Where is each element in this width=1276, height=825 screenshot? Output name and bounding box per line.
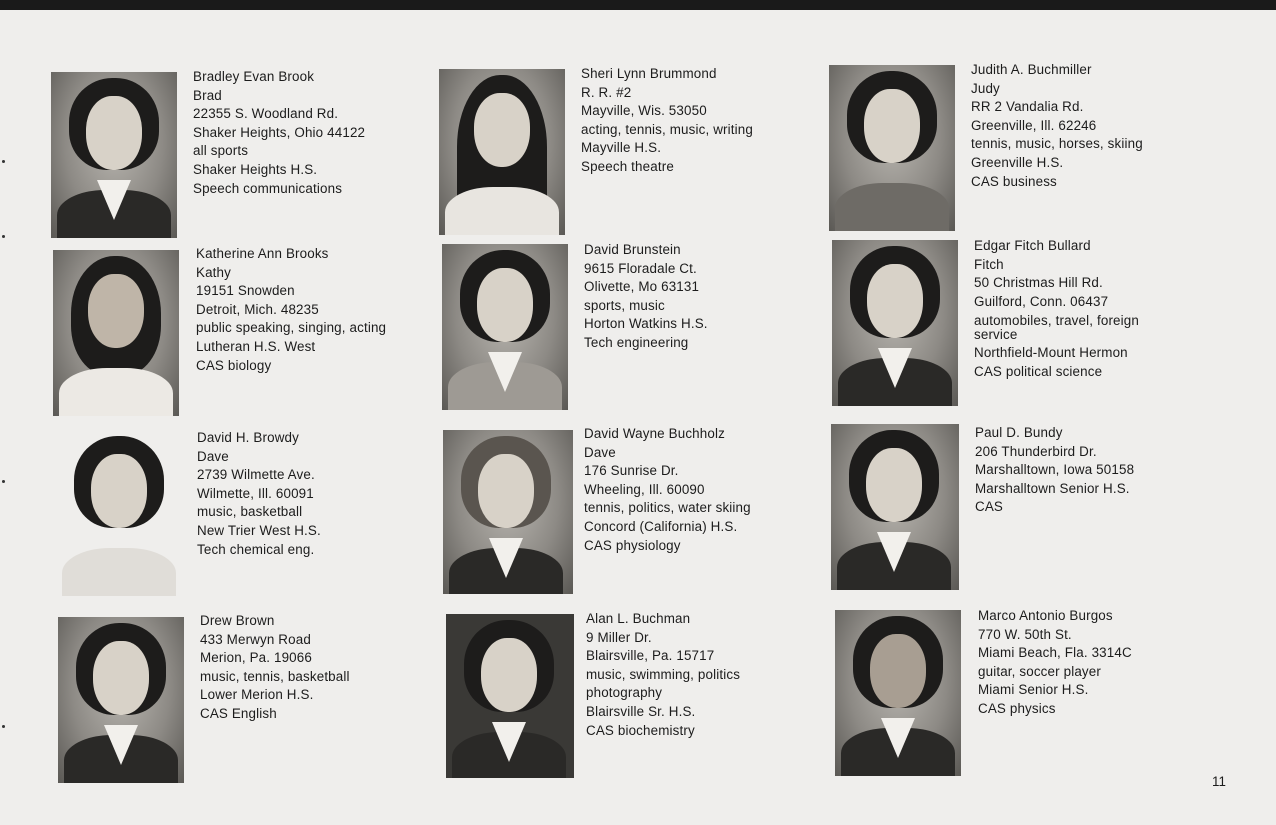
student-interests: public speaking, singing, acting xyxy=(196,320,387,336)
student-line-6: Blairsville Sr. H.S. xyxy=(586,703,696,719)
student-line-5: Mayville H.S. xyxy=(581,140,662,156)
student-line-7: CAS biochemistry xyxy=(586,722,695,738)
student-line-2: 9615 Floradale Ct. xyxy=(584,260,697,276)
student-line-5: Lower Merion H.S. xyxy=(200,687,314,703)
student-entry xyxy=(971,61,1201,191)
student-nickname: Judy xyxy=(971,80,1000,96)
student-interests: tennis, music, horses, skiing xyxy=(971,136,1143,152)
student-city: Greenville, Ill. 62246 xyxy=(971,117,1097,133)
student-school: Northfield-Mount Hermon xyxy=(974,345,1128,361)
student-interests: all sports xyxy=(193,143,249,159)
student-photo xyxy=(53,250,179,416)
student-city: Wilmette, Ill. 60091 xyxy=(197,485,314,501)
student-line-3: Miami Beach, Fla. 3314C xyxy=(978,645,1132,661)
student-name: Marco Antonio Burgos xyxy=(978,608,1113,623)
student-entry xyxy=(200,612,430,724)
student-entry xyxy=(586,610,816,740)
student-entry xyxy=(975,424,1205,517)
student-photo xyxy=(832,240,958,406)
student-photo xyxy=(439,69,565,235)
student-program: CAS business xyxy=(971,173,1057,189)
student-program: Speech communications xyxy=(193,180,343,196)
student-school: Greenville H.S. xyxy=(971,154,1064,170)
page-number: 11 xyxy=(1212,774,1226,789)
student-line-6: CAS physics xyxy=(978,700,1056,716)
student-entry xyxy=(974,237,1204,382)
student-address: 50 Christmas Hill Rd. xyxy=(974,275,1103,291)
student-address: RR 2 Vandalia Rd. xyxy=(971,99,1084,115)
student-name: Alan L. Buchman xyxy=(586,611,691,626)
student-nickname: Brad xyxy=(193,87,222,103)
student-interests: automobiles, travel, foreign service xyxy=(974,313,1139,343)
student-name: David Wayne Buchholz xyxy=(584,426,725,441)
student-line-4: Marshalltown Senior H.S. xyxy=(975,480,1130,496)
student-interests: music, basketball xyxy=(197,504,303,520)
student-address: 176 Sunrise Dr. xyxy=(584,463,679,479)
student-photo xyxy=(56,430,182,596)
student-school: Concord (California) H.S. xyxy=(584,518,738,534)
student-school: Lutheran H.S. West xyxy=(196,338,316,354)
student-address: 2739 Wilmette Ave. xyxy=(197,467,315,483)
student-line-4: sports, music xyxy=(584,297,665,313)
student-line-6: CAS English xyxy=(200,705,277,721)
student-line-5: Horton Watkins H.S. xyxy=(584,316,708,332)
student-entry xyxy=(584,425,814,555)
student-photo xyxy=(835,610,961,776)
student-line-3: Olivette, Mo 63131 xyxy=(584,279,700,295)
student-address: 22355 S. Woodland Rd. xyxy=(193,106,339,122)
student-school: Shaker Heights H.S. xyxy=(193,161,318,177)
student-entry xyxy=(978,607,1208,719)
student-interests: tennis, politics, water skiing xyxy=(584,500,751,516)
student-address: 19151 Snowden xyxy=(196,283,295,299)
student-program: CAS physiology xyxy=(584,537,681,553)
student-name: Bradley Evan Brook xyxy=(193,69,315,84)
student-name: Judith A. Buchmiller xyxy=(971,62,1092,77)
student-name: Drew Brown xyxy=(200,613,275,628)
student-photo xyxy=(446,614,574,778)
student-city: Wheeling, Ill. 60090 xyxy=(584,481,705,497)
student-name: Paul D. Bundy xyxy=(975,425,1063,440)
student-entry xyxy=(581,65,811,177)
student-line-3: Mayville, Wis. 53050 xyxy=(581,103,707,119)
student-line-5: photography xyxy=(586,685,663,701)
student-line-2: 433 Merwyn Road xyxy=(200,631,311,647)
student-line-2: 206 Thunderbird Dr. xyxy=(975,443,1097,459)
student-photo xyxy=(58,617,184,783)
student-line-5: Miami Senior H.S. xyxy=(978,682,1089,698)
student-entry xyxy=(196,245,426,375)
student-photo xyxy=(443,430,573,594)
student-entry xyxy=(193,68,423,198)
student-nickname: Dave xyxy=(584,444,616,460)
student-nickname: Dave xyxy=(197,448,229,464)
student-name: Sheri Lynn Brummond xyxy=(581,66,717,81)
student-entry xyxy=(197,429,427,559)
student-photo xyxy=(442,244,568,410)
student-photo xyxy=(831,424,959,590)
student-line-2: R. R. #2 xyxy=(581,84,632,100)
student-program: Tech chemical eng. xyxy=(197,541,315,557)
student-line-4: music, swimming, politics xyxy=(586,666,741,682)
student-photo xyxy=(829,65,955,231)
student-program: CAS biology xyxy=(196,357,272,373)
yearbook-page xyxy=(0,10,1276,825)
student-line-4: guitar, soccer player xyxy=(978,663,1101,679)
student-name: David Brunstein xyxy=(584,242,681,257)
student-name: David H. Browdy xyxy=(197,430,299,445)
student-name: Edgar Fitch Bullard xyxy=(974,238,1091,253)
student-school: New Trier West H.S. xyxy=(197,522,321,538)
student-nickname: Kathy xyxy=(196,264,231,280)
student-photo xyxy=(51,72,177,238)
student-line-6: Tech engineering xyxy=(584,334,689,350)
student-nickname: Fitch xyxy=(974,256,1004,272)
student-program: CAS political science xyxy=(974,363,1103,379)
student-line-2: 770 W. 50th St. xyxy=(978,626,1072,642)
student-entry xyxy=(584,241,814,353)
student-city: Shaker Heights, Ohio 44122 xyxy=(193,124,366,140)
student-city: Detroit, Mich. 48235 xyxy=(196,301,319,317)
student-city: Guilford, Conn. 06437 xyxy=(974,293,1109,309)
student-line-5: CAS xyxy=(975,499,1003,515)
student-name: Katherine Ann Brooks xyxy=(196,246,329,261)
student-line-3: Merion, Pa. 19066 xyxy=(200,650,312,666)
student-line-3: Blairsville, Pa. 15717 xyxy=(586,648,715,664)
student-line-6: Speech theatre xyxy=(581,158,674,174)
student-line-2: 9 Miller Dr. xyxy=(586,629,652,645)
student-line-4: music, tennis, basketball xyxy=(200,668,350,684)
student-line-4: acting, tennis, music, writing xyxy=(581,121,753,137)
student-line-3: Marshalltown, Iowa 50158 xyxy=(975,462,1135,478)
